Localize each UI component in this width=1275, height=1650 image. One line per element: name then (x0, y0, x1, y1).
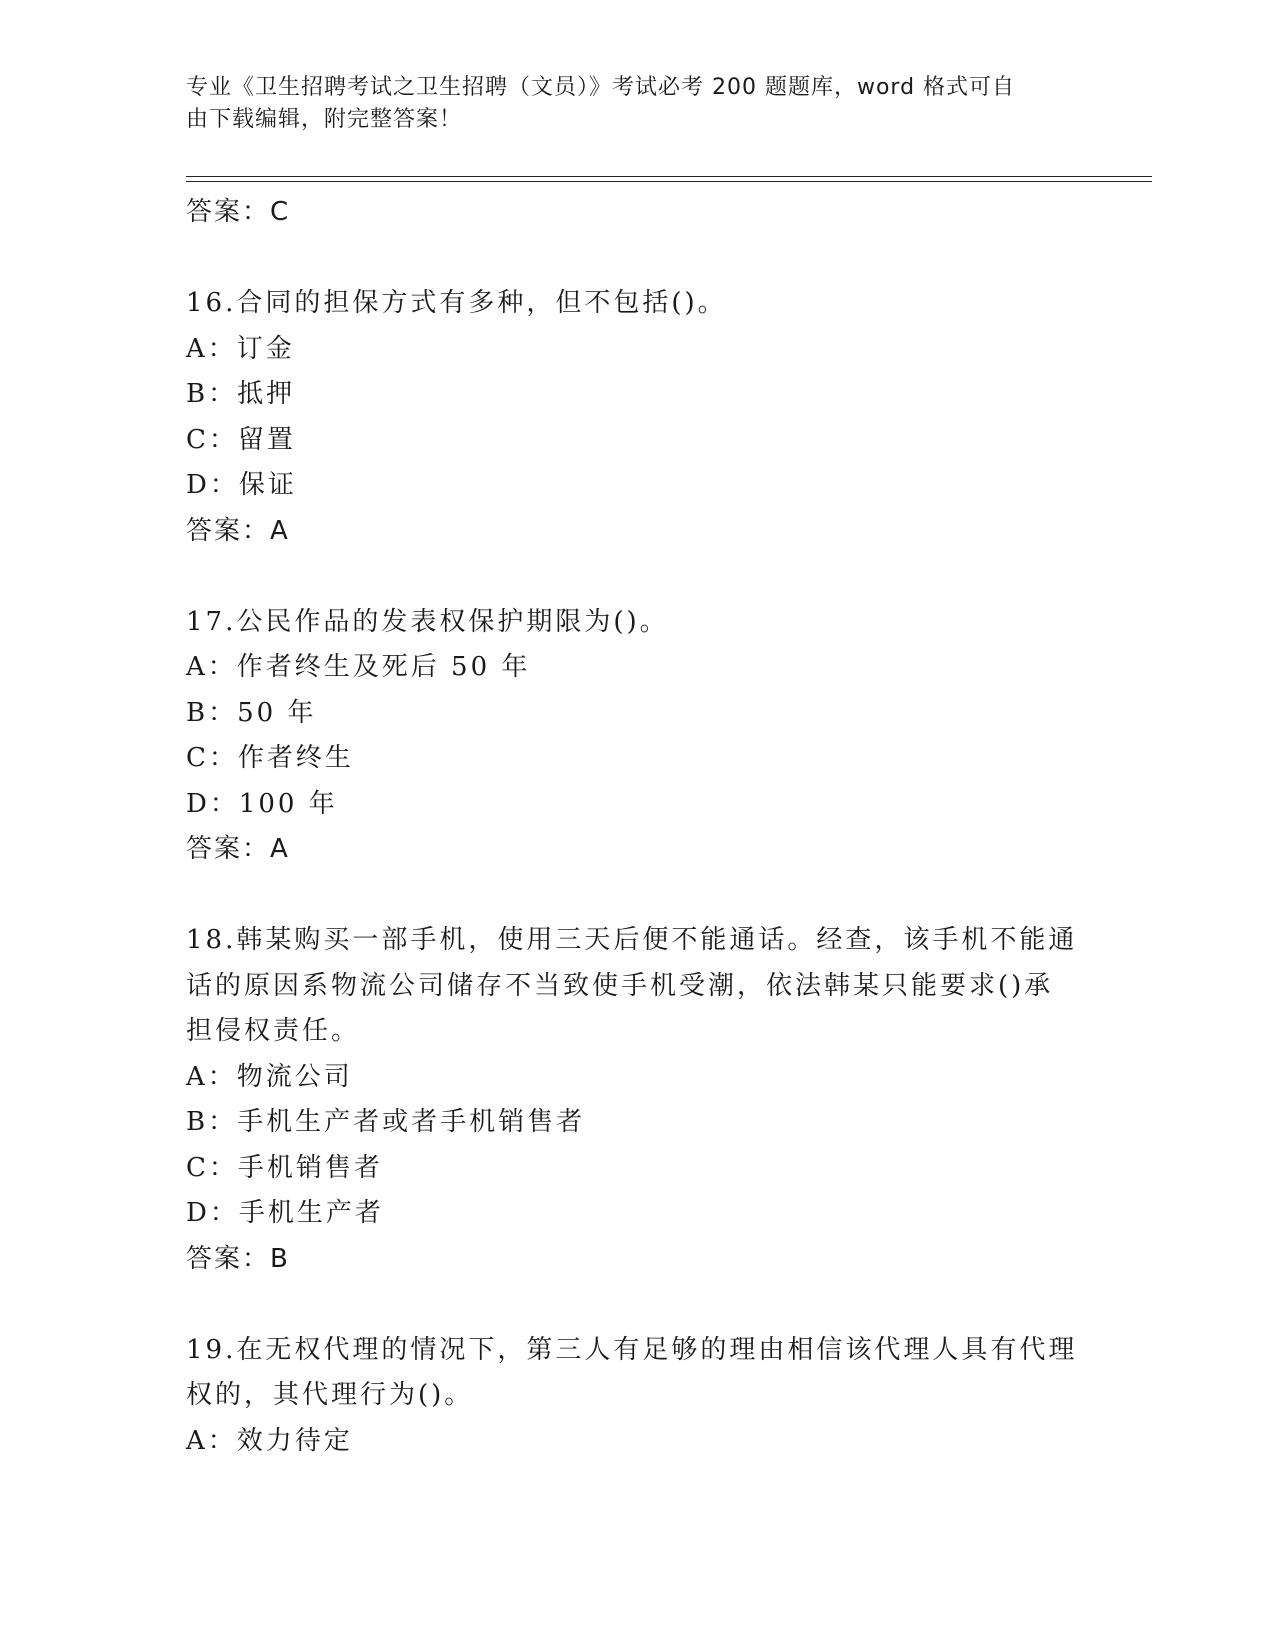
answer-line: 答案：C (186, 197, 291, 227)
option-b: B：50 年 (186, 697, 317, 728)
question-19 (186, 1328, 1086, 1465)
header-line-1: 专业《卫生招聘考试之卫生招聘（文员）》考试必考 200 题题库，word 格式可自 (186, 75, 1016, 100)
header-divider-thin (186, 181, 1152, 182)
question-text-line-2: 权的，其代理行为()。 (186, 1380, 474, 1410)
question-17 (186, 600, 1086, 873)
document-header (186, 72, 1066, 136)
answer-line: 答案：B (186, 1243, 290, 1274)
answer-line: 答案：A (186, 515, 290, 546)
question-list (186, 190, 1086, 1464)
spacer (186, 236, 1086, 282)
option-a: A：物流公司 (186, 1061, 353, 1092)
option-a: A：作者终生及死后 50 年 (186, 652, 531, 682)
header-line-2: 由下载编辑，附完整答案！ (186, 107, 463, 132)
option-a: A：效力待定 (186, 1425, 353, 1456)
option-a: A：订金 (186, 333, 295, 364)
question-16 (186, 281, 1086, 554)
header-divider (186, 176, 1152, 177)
option-b: B：抵押 (186, 379, 296, 409)
option-c: C：手机销售者 (186, 1152, 383, 1183)
answer-line: 答案：A (186, 834, 290, 864)
question-text-line-1: 18.韩某购买一部手机，使用三天后便不能通话。经查，该手机不能通 (186, 925, 1078, 955)
spacer (186, 1282, 1086, 1328)
spacer (186, 554, 1086, 600)
question-text: 16.合同的担保方式有多种，但不包括()。 (186, 288, 727, 318)
spacer (186, 873, 1086, 919)
option-d: D：手机生产者 (186, 1198, 384, 1228)
question-text-line-3: 担侵权责任。 (186, 1016, 361, 1046)
option-c: C：留置 (186, 424, 296, 455)
question-text: 17.公民作品的发表权保护期限为()。 (186, 606, 669, 637)
question-text-line-2: 话的原因系物流公司储存不当致使手机受潮，依法韩某只能要求()承 (186, 970, 1054, 1001)
option-b: B：手机生产者或者手机销售者 (186, 1107, 586, 1137)
question-text-line-1: 19.在无权代理的情况下，第三人有足够的理由相信该代理人具有代理 (186, 1334, 1078, 1365)
option-c: C：作者终生 (186, 743, 354, 773)
option-d: D：保证 (186, 470, 297, 500)
option-d: D：100 年 (186, 788, 338, 819)
question-18 (186, 918, 1086, 1282)
